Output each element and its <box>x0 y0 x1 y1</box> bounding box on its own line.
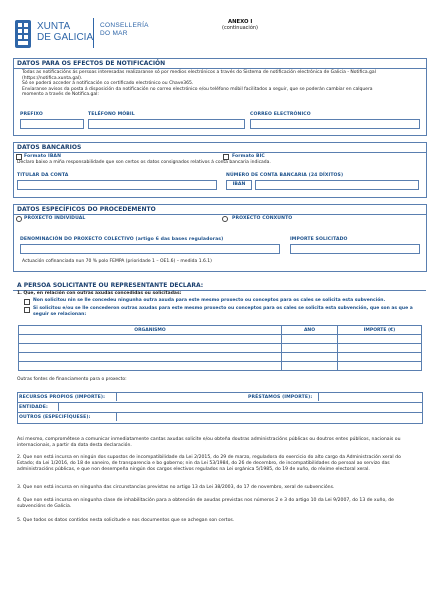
bic-format-label: Formato BIC <box>232 154 265 159</box>
declaration-item-3: 3. Que non está incursa en ningunha das circunstancias previstas no artigo 13 da Lei 38/2003, do 17 de novembro, xeral de subvencións. <box>17 485 335 490</box>
xunta-line1: XUNTA <box>37 21 71 32</box>
declaration-item-2: 2. Que non está incursa en ningún dos supostos de incompatibilidade da Lei 2/2015, do 29 de marzo, reguladora do exercicio do alto cargo da Administración xeral do Estado; da Lei 1/2016, do 18 de xaneiro, de transparencia e bo goberno; nin da Lei 53/1984, do 26 de decembro, de incompatibilidades do persoal ao servizo das administracións públicas, e que non desempeña ningún dos cargos electivos regulados na Lei orgánica 5/1985, do 19 de xuño, do réxime electoral xeral. <box>17 455 401 472</box>
individual-project-label: PROXECTO INDIVIDUAL <box>24 216 86 221</box>
requested-amount-label: IMPORTE SOLICITADO <box>290 237 348 242</box>
aid-table-cell[interactable] <box>338 344 422 353</box>
notification-line5: momento a través de Notifica.gal: <box>22 92 99 98</box>
cofinance-note: Actuación cofinanciada nun 70 % polo FEMPA (prioridade 1 – OE1.6) – medida 1.6.1) <box>22 259 212 264</box>
project-title-rule <box>13 214 426 215</box>
account-label: NÚMERO DE CONTA BANCARIA (24 DÍXITOS) <box>226 173 344 178</box>
joint-project-radio[interactable] <box>222 216 228 222</box>
option-other-aid-line2: seguir se relacionan: <box>33 311 87 317</box>
aid-table-cell[interactable] <box>19 335 282 344</box>
email-field[interactable] <box>250 119 420 129</box>
notification-title: DATOS PARA OS EFECTOS DE NOTIFICACIÓN <box>17 60 166 67</box>
aid-table-cell[interactable] <box>338 353 422 362</box>
bank-title: DATOS BANCARIOS <box>17 144 82 151</box>
declaration-item-4: 4. Que non está incursa en ningunha clase de inhabilitación para a obtención de axudas previstas nos números 2 e 3 do artigo 10 da Lei 9/2007, do 13 de xuño, de subvencións de Galicia. <box>17 498 394 509</box>
aid-table-cell[interactable] <box>282 344 338 353</box>
others-field[interactable] <box>116 413 422 421</box>
option-no-aid-label: Non solicitou nin se lle concedeu ningunha outra axuda para este mesmo proxecto ou conceptos para os cales se solicita esta subvención. <box>33 298 386 303</box>
declaration-item-5: 5. Que todos os datos contidos nesta solicitude e nos documentos que se achegan son certos. <box>17 518 235 523</box>
prefix-label: PREFIXO <box>20 112 43 117</box>
bank-title-rule <box>13 152 426 153</box>
conselleria-line1: CONSELLERÍA <box>100 22 149 29</box>
declaration-item-1: 1. Que, en relación con outras axudas concedidas ou solicitadas: <box>17 291 182 296</box>
aid-table-cell[interactable] <box>338 335 422 344</box>
aid-table-header <box>19 326 422 335</box>
col-ano: ANO <box>282 326 338 335</box>
commitment-paragraph: Así mesmo, comprométese a comunicar inmediatamente cantas axudas solicite e/ou obteña doutras administracións públicas ou doutros entes públicos, nacionais ou internacionais, a partir da data desta declaración. <box>17 437 401 448</box>
bank-declaration: Declaro baixo a miña responsabilidade que son certos os datos consignados relativos á conta bancaria indicada. <box>17 160 271 165</box>
iban-tag: IBAN <box>226 180 252 190</box>
table-row[interactable] <box>19 353 422 362</box>
aid-table-cell[interactable] <box>282 353 338 362</box>
aid-table-cell[interactable] <box>282 335 338 344</box>
entity-field[interactable] <box>58 403 422 411</box>
xunta-logo <box>13 18 35 50</box>
option-other-aid-checkbox[interactable] <box>24 307 30 313</box>
col-organismo: ORGANISMO <box>19 326 282 335</box>
annex-subtitle: (continuación) <box>222 25 258 31</box>
project-title: DATOS ESPECÍFICOS DO PROCEDEMENTO <box>17 206 156 213</box>
xunta-emblem-icon <box>13 18 33 50</box>
loans-label: PRÉSTAMOS (IMPORTE): <box>248 395 313 400</box>
conselleria-line2: DO MAR <box>100 30 128 37</box>
aid-table-cell[interactable] <box>19 344 282 353</box>
joint-project-label: PROXECTO CONXUNTO <box>232 216 293 221</box>
table-row[interactable] <box>19 362 422 371</box>
phone-field[interactable] <box>88 119 245 129</box>
collective-name-field[interactable] <box>20 244 280 254</box>
account-number-field[interactable] <box>255 180 419 190</box>
aid-table-cell[interactable] <box>338 362 422 371</box>
individual-project-radio[interactable] <box>16 216 22 222</box>
aid-table-cell[interactable] <box>19 362 282 371</box>
aid-table <box>18 325 422 371</box>
xunta-wordmark <box>37 21 93 43</box>
option-other-aid-text <box>33 306 423 317</box>
entity-label: ENTIDADE: <box>19 405 48 410</box>
option-no-aid-checkbox[interactable] <box>24 299 30 305</box>
aid-table-cell[interactable] <box>19 353 282 362</box>
prefix-field[interactable] <box>20 119 84 129</box>
loans-field[interactable] <box>318 393 422 401</box>
option-other-aid-line1: Si solicitou e/ou se lle concederon outras axudas para este mesmo proxecto ou conceptos para os cales se solicita esta subvención, que son as que a <box>33 306 413 311</box>
notification-line3: Só se poderá acceder á notificación co certificado electrónico ou Chave365. <box>22 81 194 87</box>
own-resources-label: RECURSOS PROPIOS (IMPORTE): <box>19 395 106 400</box>
notification-title-rule <box>13 68 426 69</box>
table-row[interactable] <box>19 344 422 353</box>
holder-label: TITULAR DA CONTA <box>17 173 69 178</box>
conselleria-name <box>100 22 149 38</box>
requested-amount-field[interactable] <box>290 244 420 254</box>
notification-line1: Todas as notificacións ás persoas interesadas realizaranse só por medios electrónicos a través do Sistema de notificación electrónica de Galicia - Notifica.gal <box>22 70 376 75</box>
header-divider <box>93 18 94 48</box>
col-importe: IMPORTE (€) <box>338 326 422 335</box>
xunta-line2: DE GALICIA <box>37 32 94 43</box>
iban-format-label: Formato IBAN <box>24 154 62 159</box>
collective-name-label: DENOMINACIÓN DO PROXECTO COLECTIVO (artigo 6 das bases reguladoras) <box>20 237 224 242</box>
other-sources-label: Outras fontes de financiamento para o proxecto: <box>17 377 127 382</box>
notification-line2: (https://notifica.xunta.gal). <box>22 75 83 81</box>
holder-field[interactable] <box>17 180 217 190</box>
table-row[interactable] <box>19 335 422 344</box>
annex-title: ANEXO I <box>228 19 253 25</box>
notification-text <box>22 70 420 98</box>
own-resources-field[interactable] <box>116 393 243 401</box>
notification-line4: Enviaranse avisos da posta á disposición da notificación no correo electrónico e/ou teléfono móbil facilitados a seguir, que se poderán cambiar en calquera <box>22 86 373 92</box>
aid-table-cell[interactable] <box>282 362 338 371</box>
declaration-title: A PERSOA SOLICITANTE OU REPRESENTANTE DECLARA: <box>17 282 204 289</box>
phone-label: TELÉFONO MÓBIL <box>88 112 135 117</box>
others-label: OUTROS (ESPECIFÍQUESE): <box>19 415 91 420</box>
email-label: CORREO ELECTRÓNICO <box>250 112 311 117</box>
